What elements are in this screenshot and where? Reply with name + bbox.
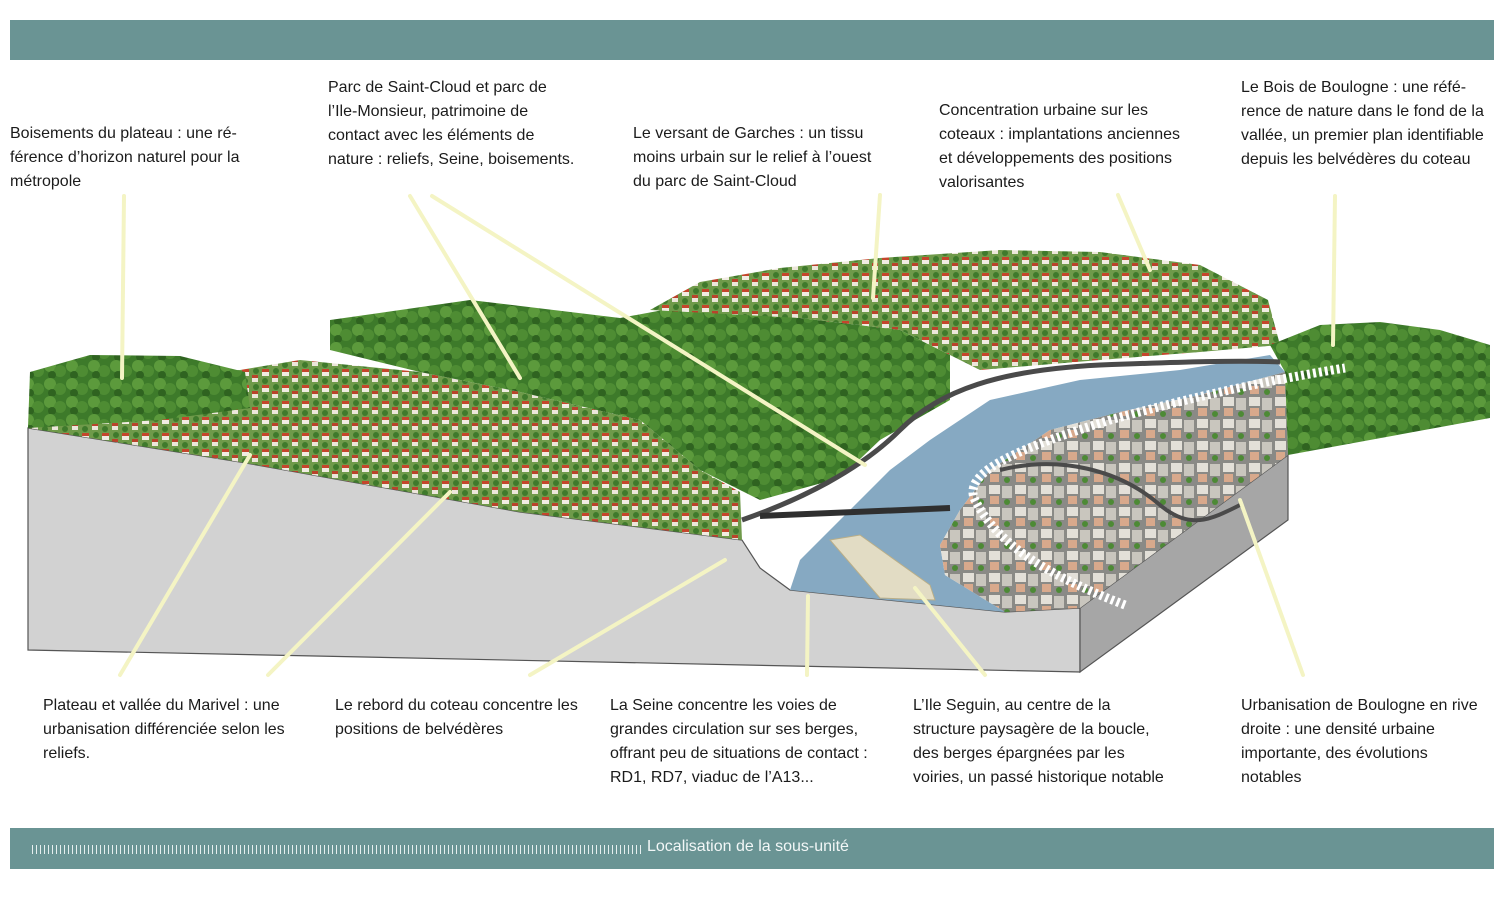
label-marivel: Plateau et vallée du Marivel : une urbanisation différenciée selon les reliefs. — [43, 697, 285, 762]
label-boulogne-urbanisation: Urbanisation de Boulogne en rive droite : une densité urbaine importante, des évolutions notables — [1241, 697, 1478, 786]
label-rebord-coteau: Le rebord du coteau concentre les positions de belvédères — [335, 697, 578, 738]
label-versant-garches: Le versant de Garches : un tissu moins urbain sur le relief à l’ouest du parc de Saint-Cloud — [633, 125, 872, 190]
label-bois-de-boulogne: Le Bois de Boulogne : une référence de nature dans le fond de la vallée, un premier plan identifiable depuis les belvédères du coteau — [1241, 79, 1484, 168]
footer-title: Localisation de la sous-unité — [647, 838, 849, 855]
footer-tick-pattern — [32, 845, 642, 854]
label-ile-seguin: L’Ile Seguin, au centre de la structure paysagère de la boucle, des berges épargnées par les voiries, un passé historique notable — [913, 697, 1164, 786]
label-boisements-plateau: Boisements du plateau : une référence d’horizon naturel pour la métropole — [10, 125, 240, 190]
footer-bar — [10, 828, 1494, 869]
label-parc-saint-cloud: Parc de Saint-Cloud et parc de l’Ile-Monsieur, patrimoine de contact avec les éléments de nature : reliefs, Seine, boisements. — [328, 79, 575, 168]
label-concentration-urbaine: Concentration urbaine sur les coteaux : implantations anciennes et développements des positions valorisantes — [939, 102, 1181, 191]
label-seine: La Seine concentre les voies de grandes circulation sur ses berges, offrant peu de situations de contact : RD1, RD7, viaduc de l’A13... — [610, 697, 868, 786]
